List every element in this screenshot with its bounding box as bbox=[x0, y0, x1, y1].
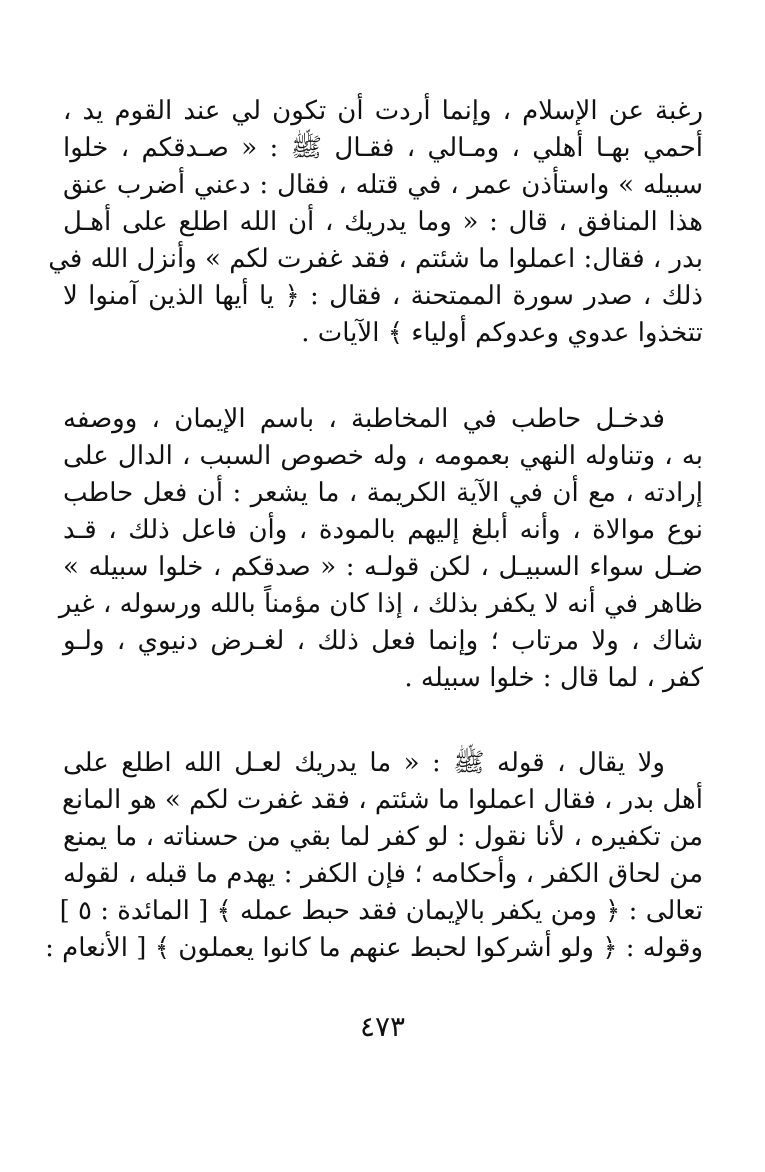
text-line: ولا يقال ، قوله ﷺ : « ما يدريك لعـل الله اطلع على bbox=[63, 748, 665, 778]
text-line: سبيله » واستأذن عمر ، في قتله ، فقال : دعني أضرب عنق bbox=[63, 170, 703, 200]
page-number: ٤٧٣ bbox=[359, 1010, 406, 1043]
text-line: ذلك ، صدر سورة الممتحنة ، فقال : ﴿ يا أيها الذين آمنوا لا bbox=[63, 281, 703, 311]
paragraph-2 bbox=[58, 401, 703, 697]
text-line: من تكفيره ، لأنا نقول : لو كفر لما بقي من حسناته ، ما يمنع bbox=[63, 822, 703, 852]
text-line: كفر ، لما قال : خلوا سبيله . bbox=[404, 663, 703, 693]
text-line: من لحاق الكفر ، وأحكامه ؛ فإن الكفر : يهدم ما قبله ، لقوله bbox=[63, 859, 703, 889]
text-line: بدر ، فقال: اعملوا ما شئتم ، فقد غفرت لكم » وأنزل الله في bbox=[48, 244, 703, 274]
text-line: أحمي بهـا أهلي ، ومـالي ، فقـال ﷺ : « صـدقكم ، خلوا bbox=[63, 133, 703, 163]
text-line: وقوله : ﴿ ولو أشركوا لحبط عنهم ما كانوا يعملون ﴾ [ الأنعام : bbox=[45, 933, 703, 963]
text-line: شاك ، ولا مرتاب ؛ وإنما فعل ذلك ، لغـرض دنيوي ، ولـو bbox=[63, 626, 703, 656]
text-line: فدخـل حاطب في المخاطبة ، باسم الإيمان ، ووصفه bbox=[63, 404, 665, 434]
text-line: تتخذوا عدوي وعدوكم أولياء ﴾ الآيات . bbox=[301, 318, 703, 348]
text-line: رغبة عن الإسلام ، وإنما أردت أن تكون لي عند القوم يد ، bbox=[63, 96, 703, 126]
text-line: هذا المنافق ، قال : « وما يدريك ، أن الله اطلع على أهـل bbox=[63, 207, 703, 237]
text-line: ضـل سواء السبيـل ، لكن قولـه : « صدقكم ، خلوا سبيله » bbox=[63, 552, 703, 582]
paragraph-1 bbox=[48, 93, 703, 352]
text-line: تعالى : ﴿ ومن يكفر بالإيمان فقد حبط عمله ﴾ [ المائدة : ٥ ] bbox=[59, 896, 703, 926]
text-line: ظاهر في أنه لا يكفر بذلك ، إذا كان مؤمناً بالله ورسوله ، غير bbox=[58, 589, 703, 619]
text-line: إرادته ، مع أن في الآية الكريمة ، ما يشعر : أن فعل حاطب bbox=[63, 478, 703, 508]
text-line: به ، وتناوله النهي بعمومه ، وله خصوص السبب ، الدال على bbox=[63, 441, 703, 471]
text-line: نوع موالاة ، وأنه أبلغ إليهم بالمودة ، وأن فاعل ذلك ، قـد bbox=[63, 515, 703, 545]
paragraph-3 bbox=[45, 745, 703, 967]
text-line: أهل بدر ، فقال اعملوا ما شئتم ، فقد غفرت لكم » هو المانع bbox=[62, 785, 703, 815]
